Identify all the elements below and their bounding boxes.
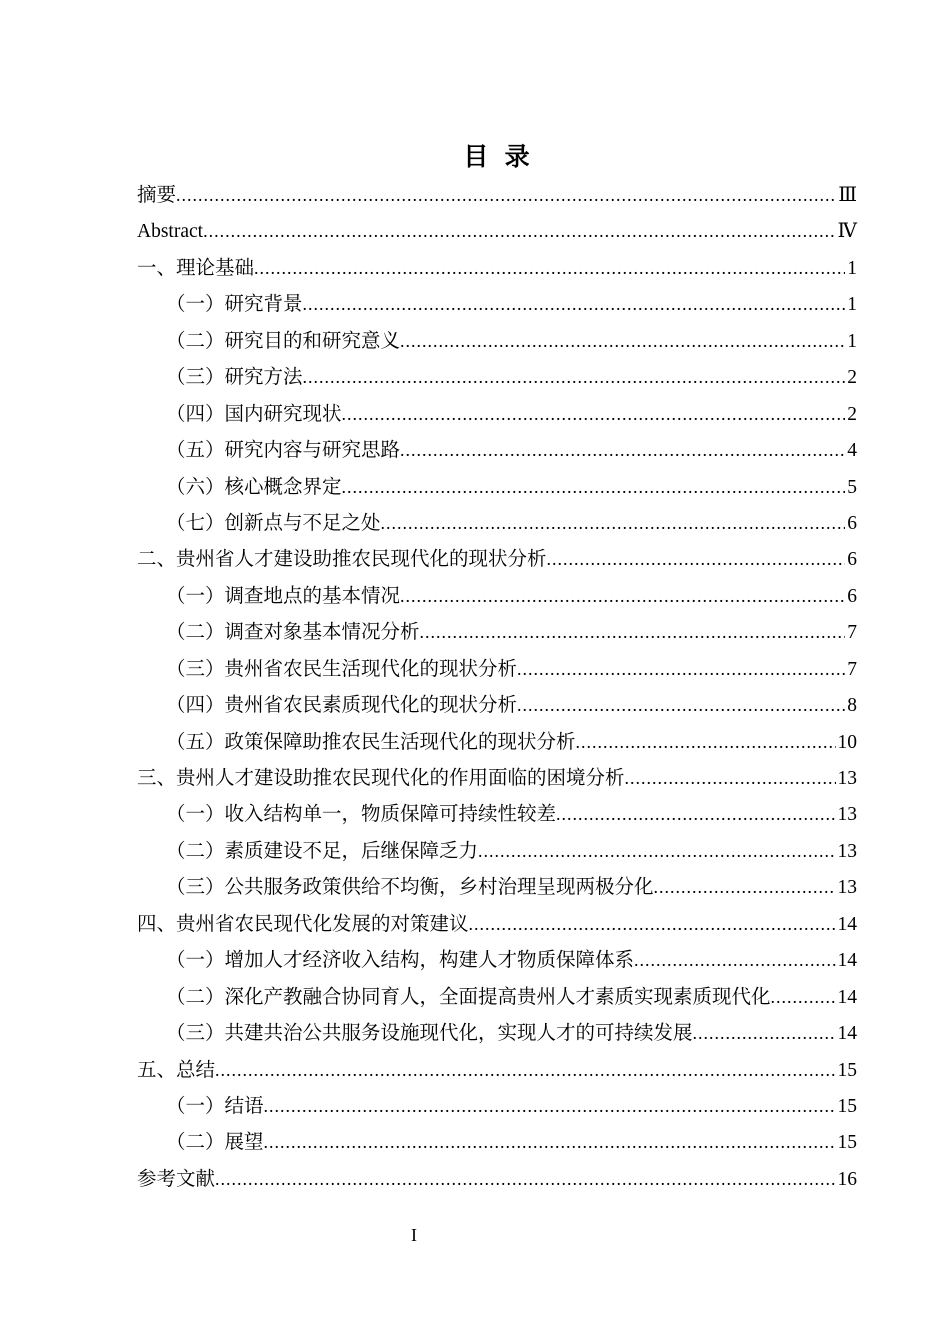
toc-entry[interactable] <box>137 397 857 433</box>
toc-dot-leader <box>400 440 845 462</box>
toc-entry-label: （三）研究方法 <box>166 367 303 389</box>
toc-entry-label: （三）贵州省农民生活现代化的现状分析 <box>166 658 518 680</box>
toc-dot-leader <box>576 732 836 754</box>
toc-entry-page-number: 15 <box>837 1095 857 1117</box>
toc-entry-page-number: 16 <box>837 1168 857 1190</box>
page-title: 目 录 <box>463 144 531 171</box>
toc-dot-leader <box>420 622 846 644</box>
toc-entry[interactable] <box>137 980 857 1016</box>
toc-dot-leader <box>342 477 846 499</box>
toc-dot-leader <box>400 586 845 608</box>
toc-entry-label: （二）展望 <box>166 1132 264 1154</box>
toc-dot-leader <box>176 185 836 207</box>
toc-dot-leader <box>625 768 836 790</box>
toc-entry-page-number: 4 <box>847 440 857 462</box>
toc-entry-label: （一）增加人才经济收入结构，构建人才物质保障体系 <box>166 950 635 972</box>
toc-entry[interactable] <box>137 1053 857 1089</box>
toc-entry[interactable] <box>137 433 857 469</box>
toc-entry-label: （三）公共服务政策供给不均衡，乡村治理呈现两极分化 <box>166 877 654 899</box>
toc-list <box>137 178 857 1198</box>
toc-entry[interactable] <box>137 506 857 542</box>
toc-entry-page-number: Ⅳ <box>837 221 857 243</box>
toc-entry[interactable] <box>137 652 857 688</box>
toc-dot-leader <box>693 1023 836 1045</box>
toc-dot-leader <box>254 258 845 280</box>
toc-entry-label: （一）调查地点的基本情况 <box>166 585 401 607</box>
toc-dot-leader <box>264 1132 836 1154</box>
toc-dot-leader <box>303 294 846 316</box>
toc-entry-label: （七）创新点与不足之处 <box>166 512 381 534</box>
toc-dot-leader <box>400 331 845 353</box>
toc-dot-leader <box>381 513 846 535</box>
toc-entry-page-number: 14 <box>837 913 857 935</box>
toc-entry[interactable] <box>137 214 857 250</box>
toc-entry[interactable] <box>137 178 857 214</box>
toc-entry-label: 二、贵州省人才建设助推农民现代化的现状分析 <box>137 549 547 571</box>
toc-entry-page-number: 1 <box>847 330 857 352</box>
toc-entry-label: 四、贵州省农民现代化发展的对策建议 <box>137 913 469 935</box>
toc-entry[interactable] <box>137 470 857 506</box>
toc-entry-page-number: 15 <box>837 1059 857 1081</box>
toc-entry-page-number: 14 <box>837 950 857 972</box>
footer-page-number: I <box>411 1225 417 1245</box>
toc-dot-leader <box>342 404 846 426</box>
toc-entry-label: （二）素质建设不足，后继保障乏力 <box>166 840 479 862</box>
toc-entry-label: （四）国内研究现状 <box>166 403 342 425</box>
toc-entry[interactable] <box>137 834 857 870</box>
toc-dot-leader <box>547 549 846 571</box>
toc-entry-label: 参考文献 <box>137 1168 216 1190</box>
toc-entry[interactable] <box>137 615 857 651</box>
toc-entry[interactable] <box>137 360 857 396</box>
toc-entry-page-number: 1 <box>847 257 857 279</box>
toc-entry-page-number: 6 <box>847 585 857 607</box>
toc-entry-page-number: 5 <box>847 476 857 498</box>
toc-entry[interactable] <box>137 688 857 724</box>
toc-entry-page-number: 13 <box>837 840 857 862</box>
toc-entry-label: （六）核心概念界定 <box>166 476 342 498</box>
toc-dot-leader <box>654 877 836 899</box>
toc-dot-leader <box>478 841 835 863</box>
toc-entry[interactable] <box>137 1016 857 1052</box>
toc-entry-page-number: 2 <box>847 367 857 389</box>
toc-entry-page-number: 13 <box>837 768 857 789</box>
toc-entry-page-number: 7 <box>847 622 857 644</box>
toc-entry-page-number: 13 <box>837 877 857 899</box>
toc-dot-leader <box>215 1169 835 1191</box>
toc-dot-leader <box>469 914 836 936</box>
toc-entry[interactable] <box>137 579 857 615</box>
toc-entry[interactable] <box>137 1125 857 1161</box>
toc-entry-label: （五）政策保障助推农民生活现代化的现状分析 <box>166 731 576 753</box>
toc-entry-label: （五）研究内容与研究思路 <box>166 440 401 462</box>
toc-dot-leader <box>517 659 845 681</box>
toc-entry-label: （二）深化产教融合协同育人，全面提高贵州人才素质实现素质现代化 <box>166 986 771 1008</box>
toc-entry-label: 五、总结 <box>137 1059 216 1081</box>
toc-entry[interactable] <box>137 251 857 287</box>
toc-entry-page-number: 13 <box>837 804 857 826</box>
toc-entry-label: （一）结语 <box>166 1095 264 1117</box>
toc-entry-label: 三、贵州人才建设助推农民现代化的作用面临的困境分析 <box>137 768 625 789</box>
toc-dot-leader <box>203 221 835 243</box>
toc-entry-page-number: 2 <box>847 403 857 425</box>
toc-entry-label: （一）收入结构单一，物质保障可持续性较差 <box>166 804 557 826</box>
toc-entry-label: （二）调查对象基本情况分析 <box>166 622 420 644</box>
toc-dot-leader <box>634 950 835 972</box>
toc-entry-label: 摘要 <box>137 185 177 206</box>
toc-entry-label: （四）贵州省农民素质现代化的现状分析 <box>166 695 518 717</box>
toc-dot-leader <box>771 987 836 1009</box>
toc-entry-page-number: 8 <box>847 695 857 717</box>
toc-entry[interactable] <box>137 797 857 833</box>
toc-entry-label: 一、理论基础 <box>137 257 255 279</box>
toc-entry[interactable] <box>137 1089 857 1125</box>
toc-entry[interactable] <box>137 324 857 360</box>
toc-entry-page-number: 15 <box>837 1132 857 1154</box>
toc-entry-label: Abstract <box>137 221 204 243</box>
toc-entry[interactable] <box>137 725 857 761</box>
toc-entry[interactable] <box>137 1162 857 1198</box>
toc-dot-leader <box>215 1060 835 1082</box>
toc-entry-page-number: 14 <box>837 1023 857 1045</box>
toc-dot-leader <box>264 1096 836 1118</box>
toc-entry[interactable] <box>137 761 857 797</box>
toc-entry-label: （二）研究目的和研究意义 <box>166 330 401 352</box>
toc-entry[interactable] <box>137 287 857 323</box>
toc-entry-page-number: 6 <box>847 549 857 571</box>
toc-entry-page-number: 7 <box>847 658 857 680</box>
toc-entry-page-number: Ⅲ <box>838 185 857 206</box>
toc-entry-label: （一）研究背景 <box>166 294 303 316</box>
toc-entry-label: （三）共建共治公共服务设施现代化，实现人才的可持续发展 <box>166 1023 693 1045</box>
toc-entry-page-number: 14 <box>837 986 857 1008</box>
toc-entry[interactable] <box>137 943 857 979</box>
toc-entry[interactable] <box>137 907 857 943</box>
toc-dot-leader <box>517 695 845 717</box>
toc-entry[interactable] <box>137 870 857 906</box>
toc-entry-page-number: 6 <box>847 512 857 534</box>
toc-dot-leader <box>556 804 835 826</box>
toc-entry-page-number: 10 <box>837 731 857 753</box>
toc-entry-page-number: 1 <box>847 294 857 316</box>
toc-entry[interactable] <box>137 542 857 578</box>
toc-dot-leader <box>303 367 846 389</box>
